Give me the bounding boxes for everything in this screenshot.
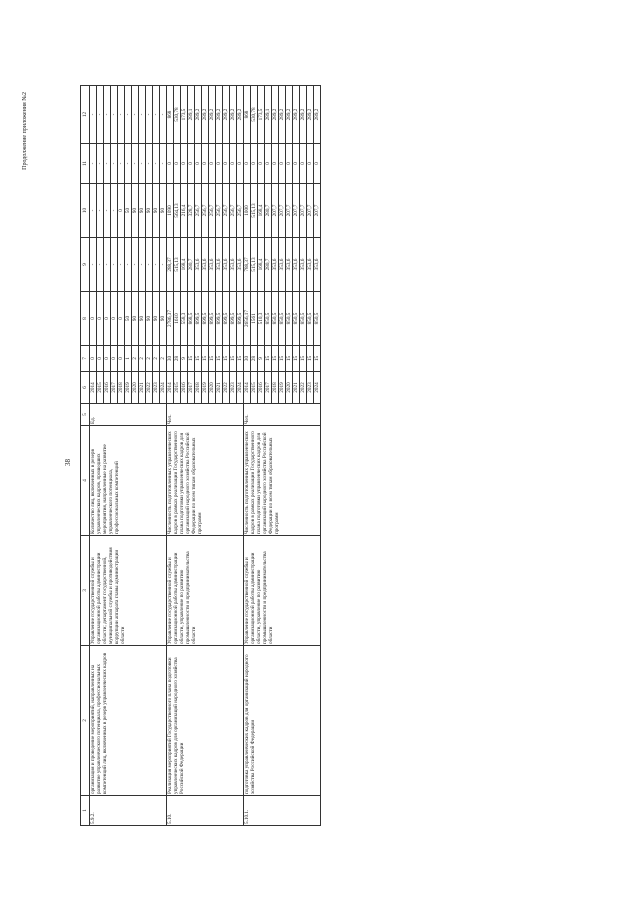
year-cell: 2024 <box>237 372 244 404</box>
value-cell: 0 <box>230 144 237 184</box>
year-cell: 2019 <box>125 372 132 404</box>
year-cell: 2016 <box>104 372 111 404</box>
value-cell: 850,5 <box>286 292 293 346</box>
value-cell: 289,2 <box>293 86 300 144</box>
value-cell: - <box>104 86 111 144</box>
year-cell: 2016 <box>181 372 188 404</box>
value-cell: 868,5 <box>188 292 195 346</box>
measure-name: организация и проведение мероприятий, направленных на развитие управленческого потенциала, профессиональных компетенций лиц, включенных в резерв управленческих кадров <box>90 646 167 796</box>
value-cell: 2 <box>146 346 153 372</box>
table-body <box>90 86 321 826</box>
year-cell: 2021 <box>293 372 300 404</box>
value-cell: 899,5 <box>223 292 230 346</box>
value-cell: 280,7 <box>188 238 195 292</box>
measure-name: подготовка управленческих кадров для организаций народного хозяйства Российской Федерации <box>244 646 321 796</box>
value-cell: 207,7 <box>300 184 307 238</box>
value-cell: 90 <box>153 184 160 238</box>
value-cell: 90 <box>132 292 139 346</box>
value-cell: 0 <box>90 292 97 346</box>
column-header: 11 <box>81 144 90 184</box>
value-cell: 899,5 <box>230 292 237 346</box>
section-number: 5.9.2. <box>90 796 167 826</box>
value-cell: 173,5 <box>181 86 188 144</box>
value-cell: - <box>90 86 97 144</box>
value-cell: - <box>146 238 153 292</box>
value-cell: 216,4 <box>181 184 188 238</box>
value-cell: 850,5 <box>314 292 321 346</box>
value-cell: 353,6 <box>230 238 237 292</box>
value-cell: 168,4 <box>258 238 265 292</box>
value-cell: 0 <box>286 144 293 184</box>
value-cell: 353,6 <box>314 238 321 292</box>
value-cell: 328,7 <box>188 184 195 238</box>
value-cell: 15 <box>195 346 202 372</box>
value-cell: 256,7 <box>237 184 244 238</box>
value-cell: - <box>146 86 153 144</box>
unit: Чел. <box>167 404 244 426</box>
value-cell: 899,5 <box>237 292 244 346</box>
value-cell: - <box>125 86 132 144</box>
value-cell: 280,7 <box>265 238 272 292</box>
value-cell: - <box>139 238 146 292</box>
value-cell: 0 <box>244 144 251 184</box>
value-cell: 289,2 <box>202 86 209 144</box>
column-header: 8 <box>81 292 90 346</box>
value-cell: 353,6 <box>195 238 202 292</box>
value-cell: 289,2 <box>307 86 314 144</box>
value-cell: 558,3 <box>181 292 188 346</box>
value-cell: 9 <box>181 346 188 372</box>
value-cell: - <box>111 86 118 144</box>
value-cell: 530,78 <box>251 86 258 144</box>
value-cell: 850,5 <box>265 292 272 346</box>
value-cell: 289,2 <box>230 86 237 144</box>
value-cell: 15 <box>272 346 279 372</box>
value-cell: 207,7 <box>293 184 300 238</box>
value-cell: 850,5 <box>279 292 286 346</box>
value-cell: 289,2 <box>272 86 279 144</box>
value-cell: - <box>132 144 139 184</box>
value-cell: - <box>104 238 111 292</box>
year-cell: 2023 <box>307 372 314 404</box>
value-cell: 850,5 <box>272 292 279 346</box>
year-cell: 2014 <box>244 372 251 404</box>
value-cell: 256,7 <box>216 184 223 238</box>
value-cell: 2 <box>132 346 139 372</box>
value-cell: 510,3 <box>258 292 265 346</box>
year-cell: 2020 <box>209 372 216 404</box>
year-cell: 2020 <box>132 372 139 404</box>
value-cell: 15 <box>300 346 307 372</box>
value-cell: 15 <box>216 346 223 372</box>
value-cell: 2 <box>160 346 167 372</box>
value-cell: - <box>118 238 125 292</box>
value-cell: 15 <box>209 346 216 372</box>
value-cell: 515,13 <box>251 238 258 292</box>
value-cell: 289,1 <box>188 86 195 144</box>
value-cell: 353,6 <box>223 238 230 292</box>
value-cell: 0 <box>90 346 97 372</box>
column-header: 1 <box>81 796 90 826</box>
value-cell: 256,7 <box>230 184 237 238</box>
value-cell: 289,2 <box>286 86 293 144</box>
year-cell: 2017 <box>188 372 195 404</box>
value-cell: 0 <box>181 144 188 184</box>
value-cell: 899,5 <box>209 292 216 346</box>
value-cell: 0 <box>300 144 307 184</box>
executor: Управление государственной службы и организационной работы администрации области, управление по развитию промышленности и предпринимательства области <box>244 536 321 646</box>
value-cell: 0 <box>195 144 202 184</box>
year-cell: 2014 <box>167 372 174 404</box>
value-cell: - <box>118 144 125 184</box>
value-cell: 0 <box>97 346 104 372</box>
executor: Управление государственной службы и организационной работы администрации области, управление по развитию промышленности и предпринимательства области <box>167 536 244 646</box>
value-cell: 90 <box>132 184 139 238</box>
value-cell: 868 <box>167 86 174 144</box>
value-cell: - <box>139 86 146 144</box>
value-cell: 0 <box>202 144 209 184</box>
value-cell: 30 <box>167 346 174 372</box>
value-cell: - <box>146 144 153 184</box>
value-cell: 168,4 <box>181 238 188 292</box>
column-header: 7 <box>81 346 90 372</box>
value-cell: - <box>90 144 97 184</box>
value-cell: 15 <box>314 346 321 372</box>
value-cell: - <box>90 184 97 238</box>
column-header: 4 <box>81 426 90 536</box>
section-number: 5.10.1. <box>244 796 321 826</box>
value-cell: 256,7 <box>223 184 230 238</box>
value-cell: 850,5 <box>307 292 314 346</box>
value-cell: 1610 <box>174 292 181 346</box>
column-header: 10 <box>81 184 90 238</box>
value-cell: 0 <box>272 144 279 184</box>
value-cell: - <box>104 184 111 238</box>
value-cell: 1 <box>125 346 132 372</box>
value-cell: 289,2 <box>279 86 286 144</box>
value-cell: 899,5 <box>216 292 223 346</box>
year-cell: 2016 <box>258 372 265 404</box>
year-cell: 2014 <box>90 372 97 404</box>
year-cell: 2022 <box>146 372 153 404</box>
year-cell: 2022 <box>300 372 307 404</box>
value-cell: 2656,17 <box>244 292 251 346</box>
value-cell: 90 <box>160 292 167 346</box>
value-cell: 0 <box>209 144 216 184</box>
value-cell: 15 <box>188 346 195 372</box>
value-cell: - <box>111 238 118 292</box>
value-cell: - <box>153 86 160 144</box>
value-cell: 207,7 <box>307 184 314 238</box>
value-cell: 850,5 <box>300 292 307 346</box>
year-cell: 2015 <box>97 372 104 404</box>
value-cell: 0 <box>314 144 321 184</box>
value-cell: 353,6 <box>286 238 293 292</box>
value-cell: 9 <box>258 346 265 372</box>
column-header: 9 <box>81 238 90 292</box>
year-cell: 2021 <box>139 372 146 404</box>
value-cell: 50 <box>125 184 132 238</box>
value-cell: - <box>160 238 167 292</box>
year-cell: 2022 <box>223 372 230 404</box>
value-cell: 0 <box>188 144 195 184</box>
value-cell: 2 <box>153 346 160 372</box>
value-cell: 0 <box>111 346 118 372</box>
value-cell: 899,5 <box>195 292 202 346</box>
value-cell: 289,2 <box>314 86 321 144</box>
value-cell: 207,7 <box>286 184 293 238</box>
value-cell: 289,2 <box>223 86 230 144</box>
value-cell: - <box>139 144 146 184</box>
value-cell: 289,2 <box>209 86 216 144</box>
value-cell: - <box>111 144 118 184</box>
value-cell: - <box>125 144 132 184</box>
year-cell: 2015 <box>251 372 258 404</box>
value-cell: 0 <box>265 144 272 184</box>
value-cell: 0 <box>279 144 286 184</box>
value-cell: 168,4 <box>258 184 265 238</box>
value-cell: - <box>132 86 139 144</box>
value-cell: 530,78 <box>174 86 181 144</box>
value-cell: 15 <box>230 346 237 372</box>
value-cell: 0 <box>223 144 230 184</box>
value-cell: 2 <box>139 346 146 372</box>
value-cell: 90 <box>153 292 160 346</box>
value-cell: - <box>104 144 111 184</box>
year-cell: 2023 <box>230 372 237 404</box>
value-cell: - <box>97 184 104 238</box>
year-cell: 2021 <box>216 372 223 404</box>
value-cell: 353,6 <box>307 238 314 292</box>
value-cell: 256,7 <box>209 184 216 238</box>
value-cell: 850,5 <box>293 292 300 346</box>
value-cell: 207,7 <box>314 184 321 238</box>
value-cell: 0 <box>111 292 118 346</box>
year-cell: 2018 <box>195 372 202 404</box>
year-cell: 2015 <box>174 372 181 404</box>
year-cell: 2024 <box>160 372 167 404</box>
value-cell: 788,37 <box>244 238 251 292</box>
value-cell: 564,13 <box>174 184 181 238</box>
year-cell: 2024 <box>314 372 321 404</box>
page-number: 38 <box>64 459 72 466</box>
value-cell: 0 <box>104 292 111 346</box>
table-row <box>244 86 251 826</box>
value-cell: - <box>90 238 97 292</box>
value-cell: 0 <box>251 144 258 184</box>
value-cell: 899,5 <box>202 292 209 346</box>
value-cell: 0 <box>307 144 314 184</box>
value-cell: 280,7 <box>265 184 272 238</box>
year-cell: 2017 <box>111 372 118 404</box>
value-cell: 15 <box>293 346 300 372</box>
value-cell: 90 <box>139 292 146 346</box>
value-cell: 289,2 <box>195 86 202 144</box>
value-cell: 0 <box>293 144 300 184</box>
value-cell: - <box>97 86 104 144</box>
value-cell: - <box>97 144 104 184</box>
value-cell: 0 <box>104 346 111 372</box>
indicator: Численность подготовленных управленческих кадров в рамках реализации Государственного плана подготовки управленческих кадров для организаций народного хозяйства Российской Федерации по всем типам образовательных программ <box>244 426 321 536</box>
value-cell: 15 <box>237 346 244 372</box>
value-cell: - <box>132 238 139 292</box>
value-cell: 15 <box>307 346 314 372</box>
continuation-note: Продолжение приложения №2 <box>22 92 28 170</box>
value-cell: 1000 <box>244 184 251 238</box>
unit: Ед. <box>90 404 167 426</box>
value-cell: - <box>153 238 160 292</box>
column-header: 5 <box>81 404 90 426</box>
value-cell: 0 <box>118 346 125 372</box>
value-cell: 15 <box>202 346 209 372</box>
year-cell: 2023 <box>153 372 160 404</box>
value-cell: 353,6 <box>202 238 209 292</box>
value-cell: - <box>111 184 118 238</box>
value-cell: - <box>125 238 132 292</box>
column-header: 12 <box>81 86 90 144</box>
value-cell: 256,7 <box>202 184 209 238</box>
value-cell: 353,6 <box>237 238 244 292</box>
value-cell: - <box>160 144 167 184</box>
value-cell: 15 <box>279 346 286 372</box>
value-cell: - <box>160 86 167 144</box>
value-cell: 0 <box>258 144 265 184</box>
value-cell: 2786,37 <box>167 292 174 346</box>
value-cell: 207,7 <box>279 184 286 238</box>
year-cell: 2018 <box>272 372 279 404</box>
indicator: Количество лиц, включенных в резерв управленческих кадров, прошедших мероприятия, направленные на развитие управленческого потенциала, профессиональных компетенций <box>90 426 167 536</box>
column-header: 2 <box>81 646 90 796</box>
value-cell: 289,2 <box>300 86 307 144</box>
year-cell: 2019 <box>279 372 286 404</box>
indicator: Численность подготовленных управленческих кадров в рамках реализации Государственного плана подготовки управленческих кадров для организаций народного хозяйства Российской Федерации по всем типам образовательных программ <box>167 426 244 536</box>
value-cell: 515,13 <box>174 238 181 292</box>
value-cell: 353,6 <box>293 238 300 292</box>
value-cell: - <box>118 86 125 144</box>
value-cell: 289,2 <box>237 86 244 144</box>
value-cell: 289,1 <box>265 86 272 144</box>
value-cell: 30 <box>244 346 251 372</box>
year-cell: 2018 <box>118 372 125 404</box>
column-header: 3 <box>81 536 90 646</box>
executor: Управление государственной службы и организационной работы администрации области; департамент государственной, муниципальной службы и противодействия коррупции аппарата главы администрации области <box>90 536 167 646</box>
value-cell: 0 <box>237 144 244 184</box>
value-cell: 0 <box>97 292 104 346</box>
table-row <box>167 86 174 826</box>
value-cell: 868 <box>244 86 251 144</box>
value-cell: 353,6 <box>279 238 286 292</box>
value-cell: 0 <box>118 292 125 346</box>
year-cell: 2017 <box>265 372 272 404</box>
value-cell: 90 <box>139 184 146 238</box>
value-cell: 90 <box>146 184 153 238</box>
value-cell: 256,7 <box>195 184 202 238</box>
value-cell: 173,5 <box>258 86 265 144</box>
value-cell: 1561 <box>251 292 258 346</box>
value-cell: 28 <box>174 346 181 372</box>
value-cell: 15 <box>265 346 272 372</box>
value-cell: 353,6 <box>272 238 279 292</box>
year-cell: 2020 <box>286 372 293 404</box>
unit: Чел. <box>244 404 321 426</box>
value-cell: 28 <box>251 346 258 372</box>
value-cell: 0 <box>174 144 181 184</box>
value-cell: 0 <box>167 144 174 184</box>
value-cell: 0 <box>216 144 223 184</box>
value-cell: - <box>97 238 104 292</box>
value-cell: 50 <box>125 292 132 346</box>
value-cell: 1090 <box>167 184 174 238</box>
value-cell: 353,6 <box>300 238 307 292</box>
value-cell: 288,37 <box>167 238 174 292</box>
value-cell: 515,13 <box>251 184 258 238</box>
rotated-content <box>22 86 410 826</box>
value-cell: 15 <box>223 346 230 372</box>
value-cell: 90 <box>160 184 167 238</box>
program-table <box>80 85 321 826</box>
column-header: 6 <box>81 372 90 404</box>
value-cell: - <box>153 144 160 184</box>
value-cell: 353,6 <box>216 238 223 292</box>
value-cell: 15 <box>286 346 293 372</box>
year-cell: 2019 <box>202 372 209 404</box>
measure-name: Реализация мероприятий Государственного плана подготовки управленческих кадров для организаций народного хозяйства Российской Федерации <box>167 646 244 796</box>
value-cell: 0 <box>118 184 125 238</box>
value-cell: 353,6 <box>209 238 216 292</box>
value-cell: 90 <box>146 292 153 346</box>
header-row <box>81 86 90 826</box>
table-row <box>90 86 97 826</box>
section-number: 5.10. <box>167 796 244 826</box>
value-cell: 207,7 <box>272 184 279 238</box>
value-cell: 289,2 <box>216 86 223 144</box>
